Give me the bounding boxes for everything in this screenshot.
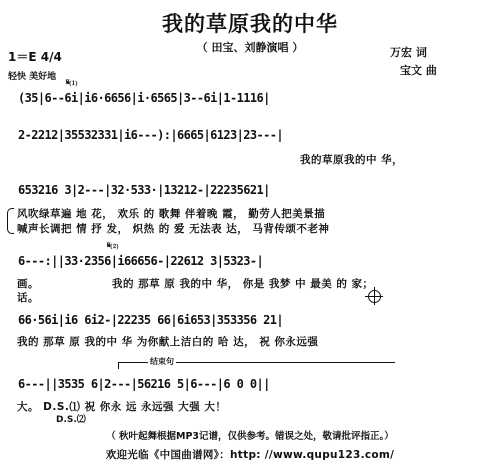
- tempo-marking: 轻快 美好地: [8, 72, 57, 82]
- line-4-lyric-b: 话。: [17, 292, 39, 304]
- segno-1-mark: 𝄋⑴: [66, 78, 78, 88]
- verse-1-lyric: 风吹绿草遍 地 花， 欢乐 的 歌舞 伴着晚 霞， 勤劳人把美景描: [17, 208, 326, 220]
- score-line-4: 6---:||33·2356|i66656-|22612 3|5323-|: [18, 254, 264, 268]
- score-line-6: 6---||3535 6|2---|56216 5|6---|6 0 0||: [18, 377, 270, 391]
- line-4-lyric-c: 我的 那草 原 我的中 华， 你是 我梦 中 最美 的 家；: [112, 278, 374, 290]
- composer-credit: 宝文 曲: [400, 64, 437, 77]
- coda-icon: [368, 290, 381, 303]
- line-4-lyric-a: 画。: [17, 278, 39, 290]
- line-6-lyric: 大。 D.S.⑴ 祝 你永 远 永远强 大强 大！: [17, 401, 227, 413]
- song-performers: （ 田宝、刘静演唱 ）: [196, 41, 304, 54]
- score-line-5: 66·56i|i6 6i2-|22235 66|6i653|353356 21|: [18, 313, 283, 327]
- score-line-3: 653216 3|2---|32·533·|13212-|22235621|: [18, 183, 270, 197]
- ending-label: 结束句: [150, 357, 174, 366]
- lyricist-credit: 万宏 词: [390, 46, 427, 59]
- lyric-line-2: 我的草原我的中 华，: [300, 154, 404, 166]
- line-5-lyric: 我的 那草 原 我的中 华 为你献上洁白的 哈 达， 祝 你永远强: [17, 336, 319, 348]
- segno-2-mark: 𝄋⑵: [107, 241, 119, 251]
- song-title: 我的草原我的中华: [162, 12, 338, 36]
- key-signature: 1＝E 4/4: [8, 50, 62, 64]
- verse-2-lyric: 喊声长调把 情 抒 发， 炽热 的 爱 无法表 达， 马背传颂不老神: [17, 223, 330, 235]
- score-line-2: 2-2212|35532331|i6---):|6665|6123|23---|: [18, 128, 283, 142]
- verse-bracket: [7, 208, 14, 234]
- score-line-1: (35|6--6i|i6·6656|i·6565|3--6i|1-1116|: [18, 91, 270, 105]
- website-credit: 欢迎光临《中国曲谱网》：http: //www.qupu123.com/: [105, 449, 395, 461]
- transcription-note: （ 秋叶起舞根据MP3记谱，仅供参考。错误之处，敬请批评指正。）: [106, 431, 394, 442]
- ds-2-mark: D.S.⑵: [56, 415, 86, 425]
